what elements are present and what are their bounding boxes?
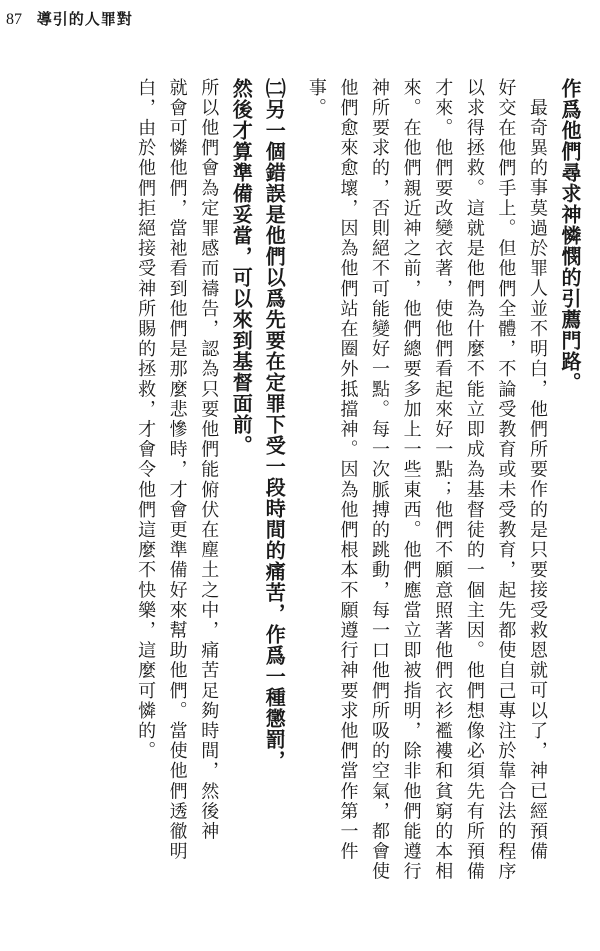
section2-heading-line: ㈡另一個錯誤是他們以爲先要在定罪下受一段時間的痛苦，作爲一種懲罰， xyxy=(262,78,287,771)
section1-line: 來。在他們親近神之前，他們總要多加上一些東西。他們應當立即被指明，除非他們能遵行 xyxy=(400,78,422,882)
section2-line: 白，由於他們拒絕接受神所賜的拯救，才會令他們這麼不快樂，這麼可憐的。 xyxy=(135,78,157,762)
page-header xyxy=(6,8,133,29)
section1-heading: 作爲他們尋求神憐憫的引薦門路。 xyxy=(558,78,582,393)
section1-line: 以求得拯救。這就是他們為什麼不能立即成為基督徒的一個主因。他們想像必須先有所預備 xyxy=(463,78,485,882)
section1-line: 神所要求的，否則絕不可能變好一點。每一次脈搏的跳動，每一口他們所吸的空氣，都會使 xyxy=(369,78,391,882)
section1-line: 他們愈來愈壞，因為他們站在圈外抵擋神。因為他們根本不願遵行神要求他們當作第一件 xyxy=(337,78,359,862)
section1-line: 最奇異的事莫過於罪人並不明白，他們所要作的是只要接受救恩就可以了，神已經預備 xyxy=(527,97,548,862)
section1-line: 事。 xyxy=(305,78,327,119)
section2-line: 所以他們會為定罪感而禱告，認為只要他們能俯伏在塵土之中，痛苦足夠時間，然後神 xyxy=(198,78,220,842)
section2-line: 就會可憐他們，當祂看到他們是那麼悲慘時，才會更準備好來幫助他們。當使他們透徹明 xyxy=(166,78,188,862)
running-title: 導引的人罪對 xyxy=(36,10,133,28)
body-text xyxy=(129,78,586,928)
section1-line: 好交在他們手上。但他們全體，不論受教育或未受教育，起先都使自己專注於靠合法的程序 xyxy=(495,78,517,882)
section2-heading-line: 然後才算準備妥當，可以來到基督面前。 xyxy=(229,78,254,456)
page-number: 87 xyxy=(6,11,22,28)
section1-line: 才來。他們要改變衣著，使他們看起來好一點；他們不願意照著他們衣衫襤褸和貧窮的本相 xyxy=(432,78,454,882)
section-gap xyxy=(290,78,300,928)
